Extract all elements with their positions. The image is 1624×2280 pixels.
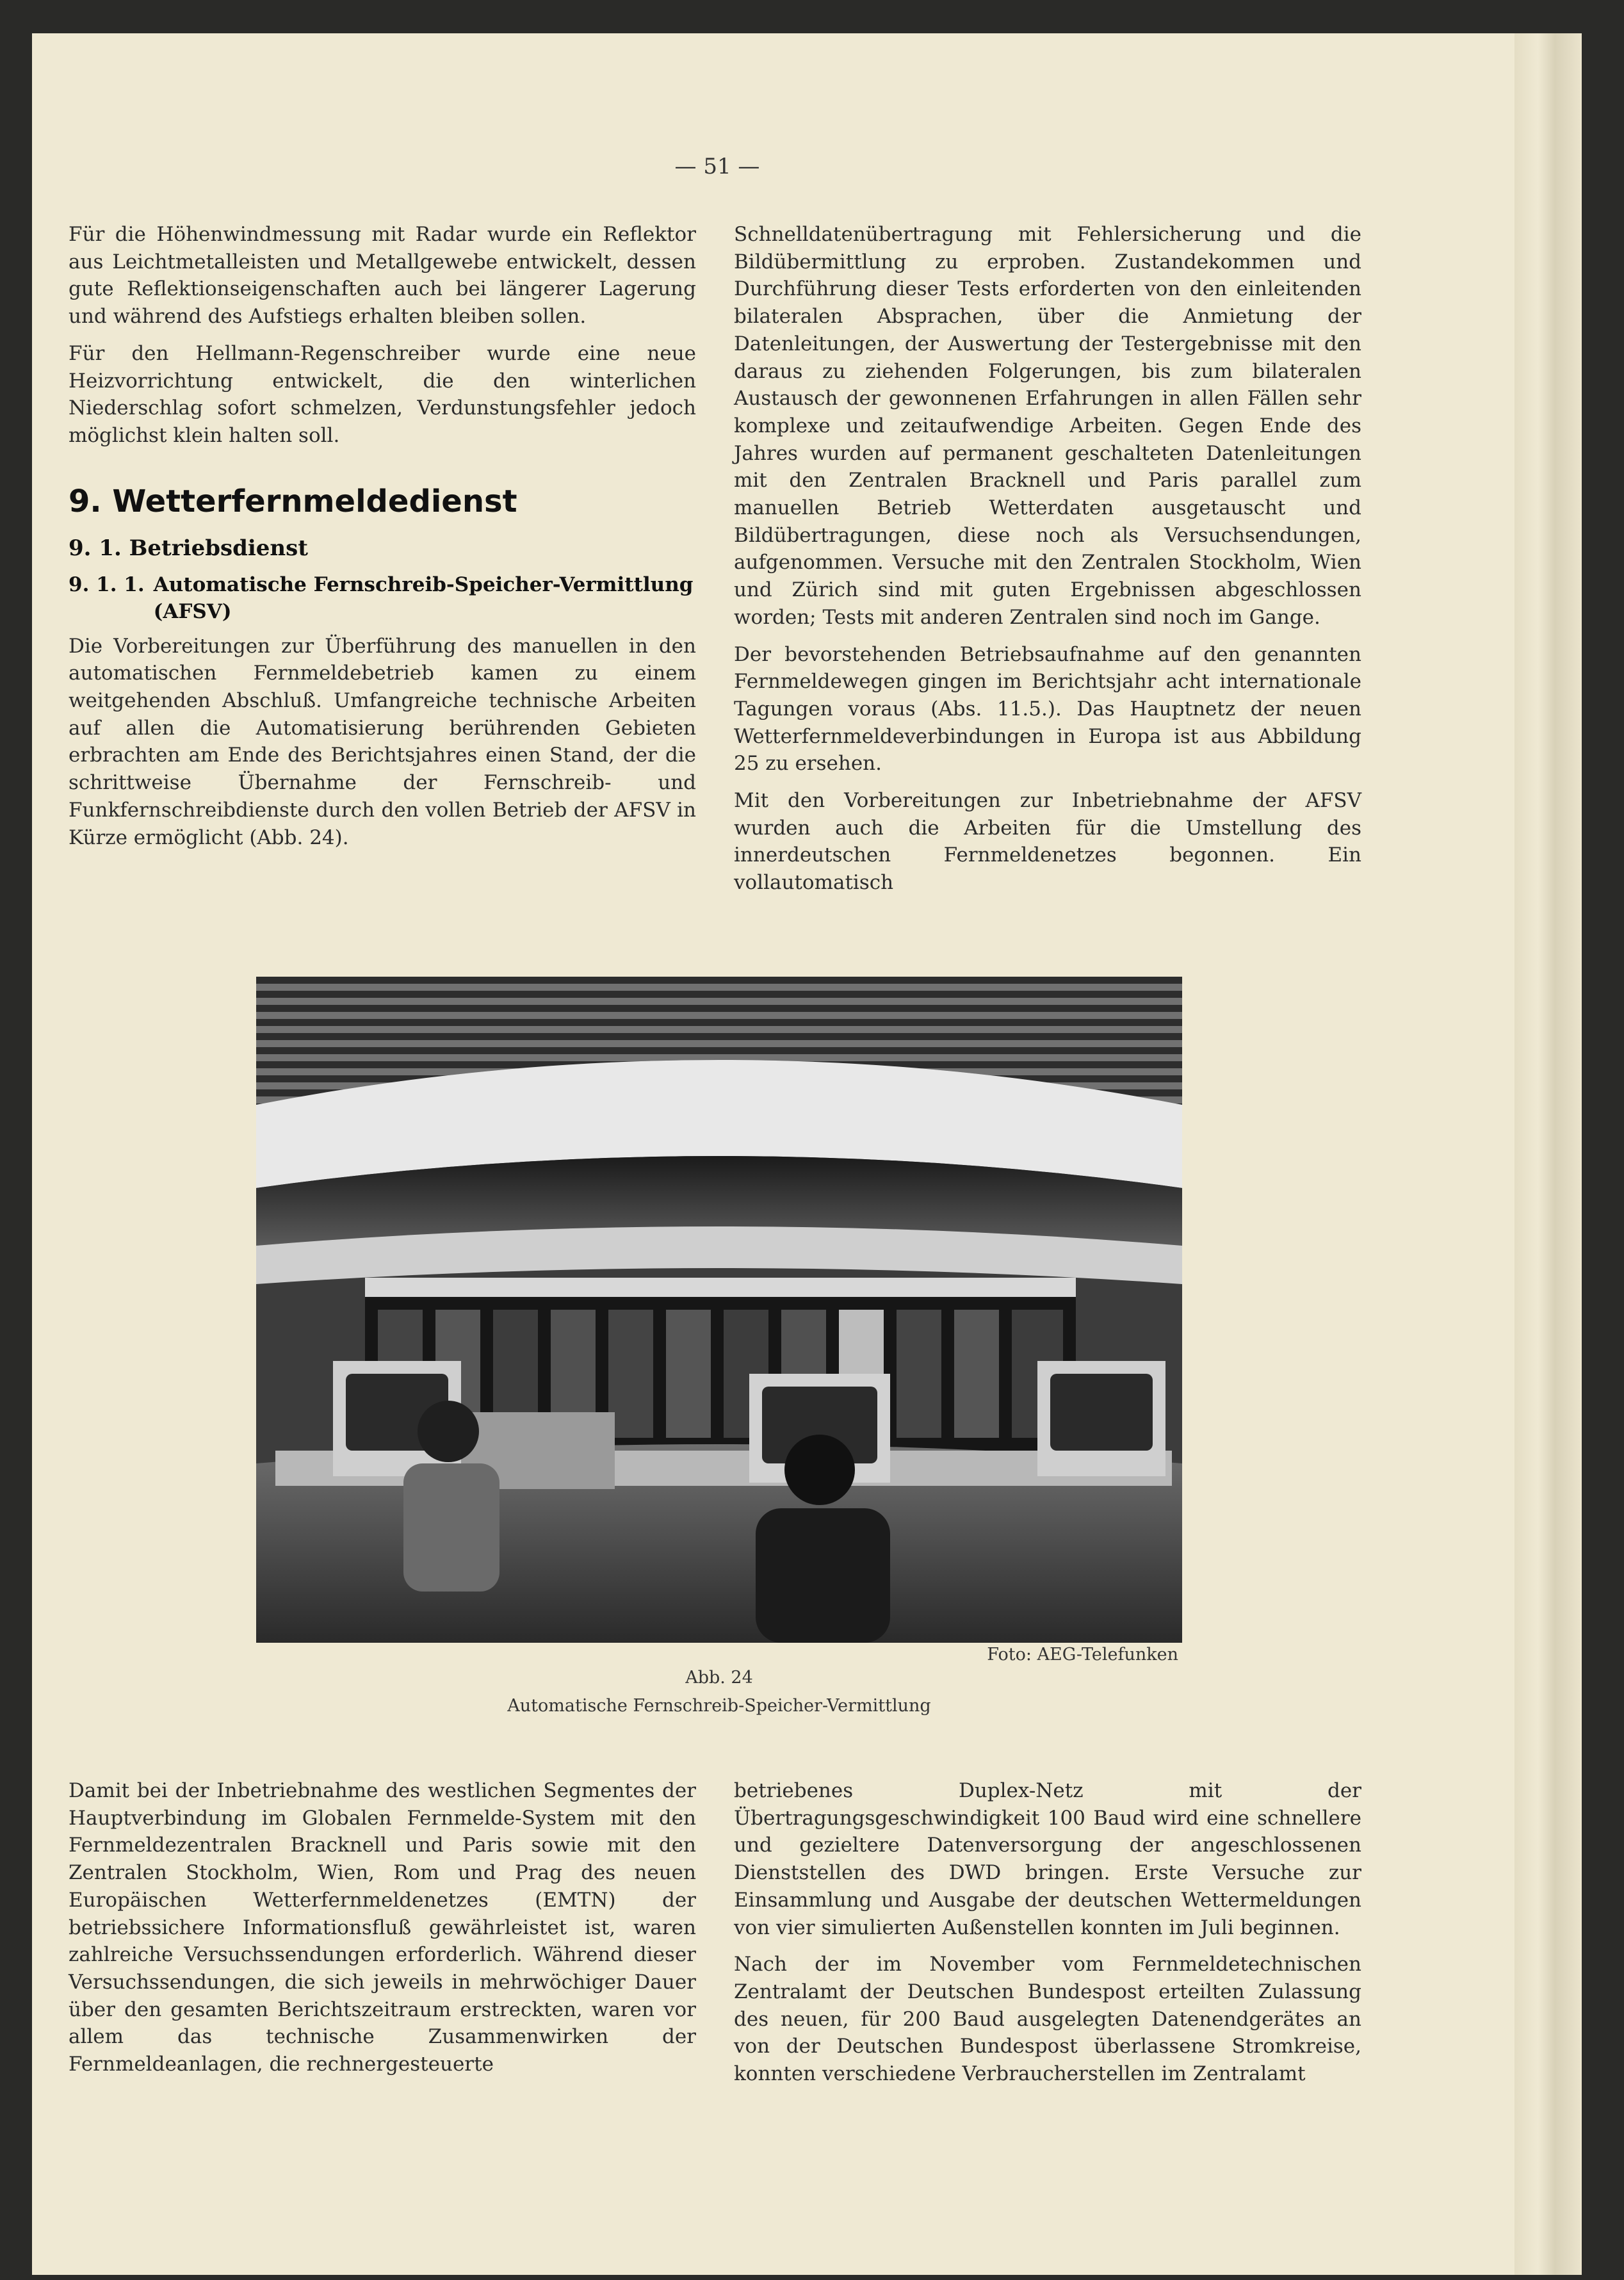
page-number: — 51 — [674,154,760,179]
paragraph: Mit den Vorbereitungen zur Inbetriebnahme der AFSV wurden auch die Arbeiten für die Umstellung des innerdeutschen Fernmeldenetzes begonnen. Ein vollautomatisch [734,789,1361,895]
figure-photo [256,977,1182,1643]
sub-heading: 9. 1. Betriebsdienst [69,535,308,561]
left-column-bottom [69,1777,696,2088]
right-column-bottom [734,1777,1361,2097]
left-column-top [69,221,696,861]
subsub-heading-number: 9. 1. 1. [69,573,145,596]
figure-caption [256,1664,1182,1720]
photo-credit: Foto: AEG-Telefunken [987,1645,1178,1665]
paragraph: Für die Höhenwindmessung mit Radar wurde ein Reflektor aus Leichtmetalleisten und Metallgewebe entwickelt, dessen gute Reflektionseigenschaften auch bei längerer Lagerung und während des Aufstiegs erhalten bleiben sollen. [69,223,696,329]
paragraph: Damit bei der Inbetriebnahme des westlichen Segmentes der Hauptverbindung im Globalen Fernmelde-System mit den Fernmeldezentralen Bracknell und Paris sowie mit den Zentralen Stockholm, Wien, Rom und Prag des neuen Europäischen Wetterfernmeldenetzes (EMTN) der betriebssichere Informationsfluß gewährleistet ist, waren zahlreiche Versuchssendungen erforderlich. Während dieser Versuchssendungen, die sich jeweils in mehrwöchiger Dauer über den gesamten Berichtszeitraum erstreckten, waren vor allem das technische Zusammenwirken der Fernmeldeanlagen, die rechnergesteuerte [69,1779,696,2076]
figure-title: Automatische Fernschreib-Speicher-Vermittlung [507,1696,931,1716]
paragraph: Der bevorstehenden Betriebsaufnahme auf den genannten Fernmeldewegen gingen im Berichtsjahr acht internationale Tagungen voraus (Abs. 11.5.). Das Hauptnetz der neuen Wetterfernmeldeverbindungen in Europa ist aus Abbildung 25 zu ersehen. [734,642,1361,776]
paragraph: Für den Hellmann-Regenschreiber wurde eine neue Heizvorrichtung entwickelt, die den winterlichen Niederschlag sofort schmelzen, Verdunstungsfehler jedoch möglichst klein halten soll. [69,341,696,447]
figure-number: Abb. 24 [685,1668,753,1688]
paragraph: betriebenes Duplex-Netz mit der Übertragungsgeschwindigkeit 100 Baud wird eine schnellere und gezieltere Datenversorgung der angeschlossenen Dienststellen des DWD bringen. Erste Versuche zur Einsammlung und Ausgabe der deutschen Wettermeldungen von vier simulierten Außenstellen konnten im Juli beginnen. [734,1779,1361,1939]
right-column-top [734,221,1361,906]
section-heading: 9. Wetterfernmeldedienst [69,483,517,519]
paragraph: Schnelldatenübertragung mit Fehlersicherung und die Bildübermittlung zu erproben. Zustandekommen und Durchführung dieser Tests erforderten von den einleitenden bilateralen Absprachen, über die Anmietung der Datenleitungen, der Auswertung der Testergebnisse mit den daraus zu ziehenden Folgerungen, bis zum bilateralen Austausch der gewonnenen Erfahrungen in allen Fällen sehr komplexe und zeitaufwendige Arbeiten. Gegen Ende des Jahres wurden auf permanent geschalteten Datenleitungen mit den Zentralen Bracknell und Paris parallel zum manuellen Betrieb Wetterdaten ausgetauscht und Bildübertragungen, diese noch als Versuchsendungen, aufgenommen. Versuche mit den Zentralen Stockholm, Wien und Zürich sind mit guten Ergebnissen abgeschlossen worden; Tests mit anderen Zentralen sind noch im Gange. [734,223,1361,629]
page-edge [1514,33,1582,2275]
paragraph: Nach der im November vom Fernmeldetechnischen Zentralamt der Deutschen Bundespost erteilten Zulassung des neuen, für 200 Baud ausgelegten Datenendgerätes an von der Deutschen Bundespost überlassene Stromkreise, konnten verschiedene Verbraucherstellen im Zentralamt [734,1953,1361,2086]
subsub-heading-title: Automatische Fernschreib-Speicher-Vermittlung (AFSV) [153,573,694,623]
paragraph: Die Vorbereitungen zur Überführung des manuellen in den automatischen Fernmeldebetrieb kamen zu einem weitgehenden Abschluß. Umfangreiche technische Arbeiten auf allen die Automatisierung berührenden Gebieten erbrachten am Ende des Berichtsjahres einen Stand, der die schrittweise Übernahme der Fernschreib- und Funkfernschreibdienste durch den vollen Betrieb der AFSV in Kürze ermöglicht (Abb. 24). [69,634,696,849]
subsub-heading [69,571,696,625]
